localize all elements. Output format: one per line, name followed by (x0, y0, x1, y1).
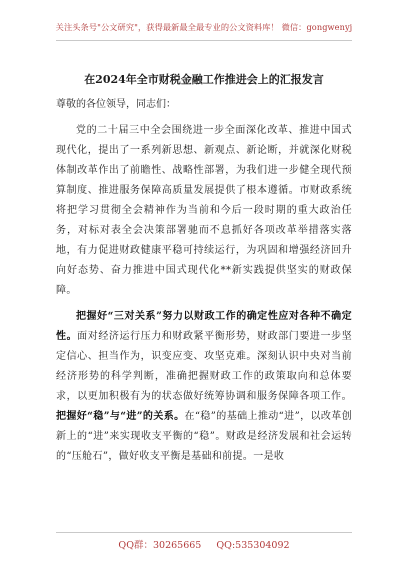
paragraph-1: 党的二十届三中全会围绕进一步全面深化改革、推进中国式现代化，提出了一系列新思想、新观点、新论断，并就深化财税体制改革作出了前瞻性、战略性部署，为我们进一步健全现代预算制度、推进服务保障高质量发展提供了根本遵循。市财政系统将把学习贯彻全会精神作为当前和今后一段时期的重大政治任务，对标对表全会决策部署驰而不息抓好各项改革举措落实落地，有力促进财政健康平稳可持续运行，为巩固和增强经济回升向好态势、奋力推进中国式现代化**新实践提供坚实的财政保障。 (56, 125, 352, 296)
footer-qq-group: QQ群：30265665 (118, 540, 202, 551)
footer-divider (56, 532, 352, 533)
footer-qq-alt: QQ:535304092 (216, 540, 290, 551)
header-divider (56, 40, 352, 41)
paragraph-2-heading: 把握好“三对关系”努力以财政工作的确定性应对各种不确定性。 (56, 311, 352, 342)
paragraph-2-subheading: 把握好“稳”与“进”的关系。 (56, 411, 185, 422)
footer (0, 537, 408, 551)
document-body (56, 121, 352, 473)
header-banner: 关注头条号"公文研究"，获得最新最全最专业的公文资料库！ 微信：gongwenyj (55, 22, 353, 32)
paragraph-2-text-a: 面对经济运行压力和财政紧平衡形势，财政部门要进一步坚定信心、担当作为，识变应变、攻坚克难。深刻认识中央对当前经济形势的科学判断，准确把握财政工作的政策取向和总体要求，以更加积极有为的状态做好统筹协调和服务保障各项工作。 (56, 331, 353, 402)
paragraph-2-text-b: 在“稳”的基础上推动“进”，以改革创新上的“进”来实现收支平衡的“稳”。财政是经济发展和社会运转的“压舱石”，做好收支平衡是基础和前提。一是收 (56, 411, 352, 462)
salutation: 尊敬的各位领导，同志们： (56, 99, 176, 110)
document-title: 在2024年全市财税金融工作推进会上的汇报发言 (84, 73, 324, 86)
paragraph-2 (56, 307, 352, 467)
